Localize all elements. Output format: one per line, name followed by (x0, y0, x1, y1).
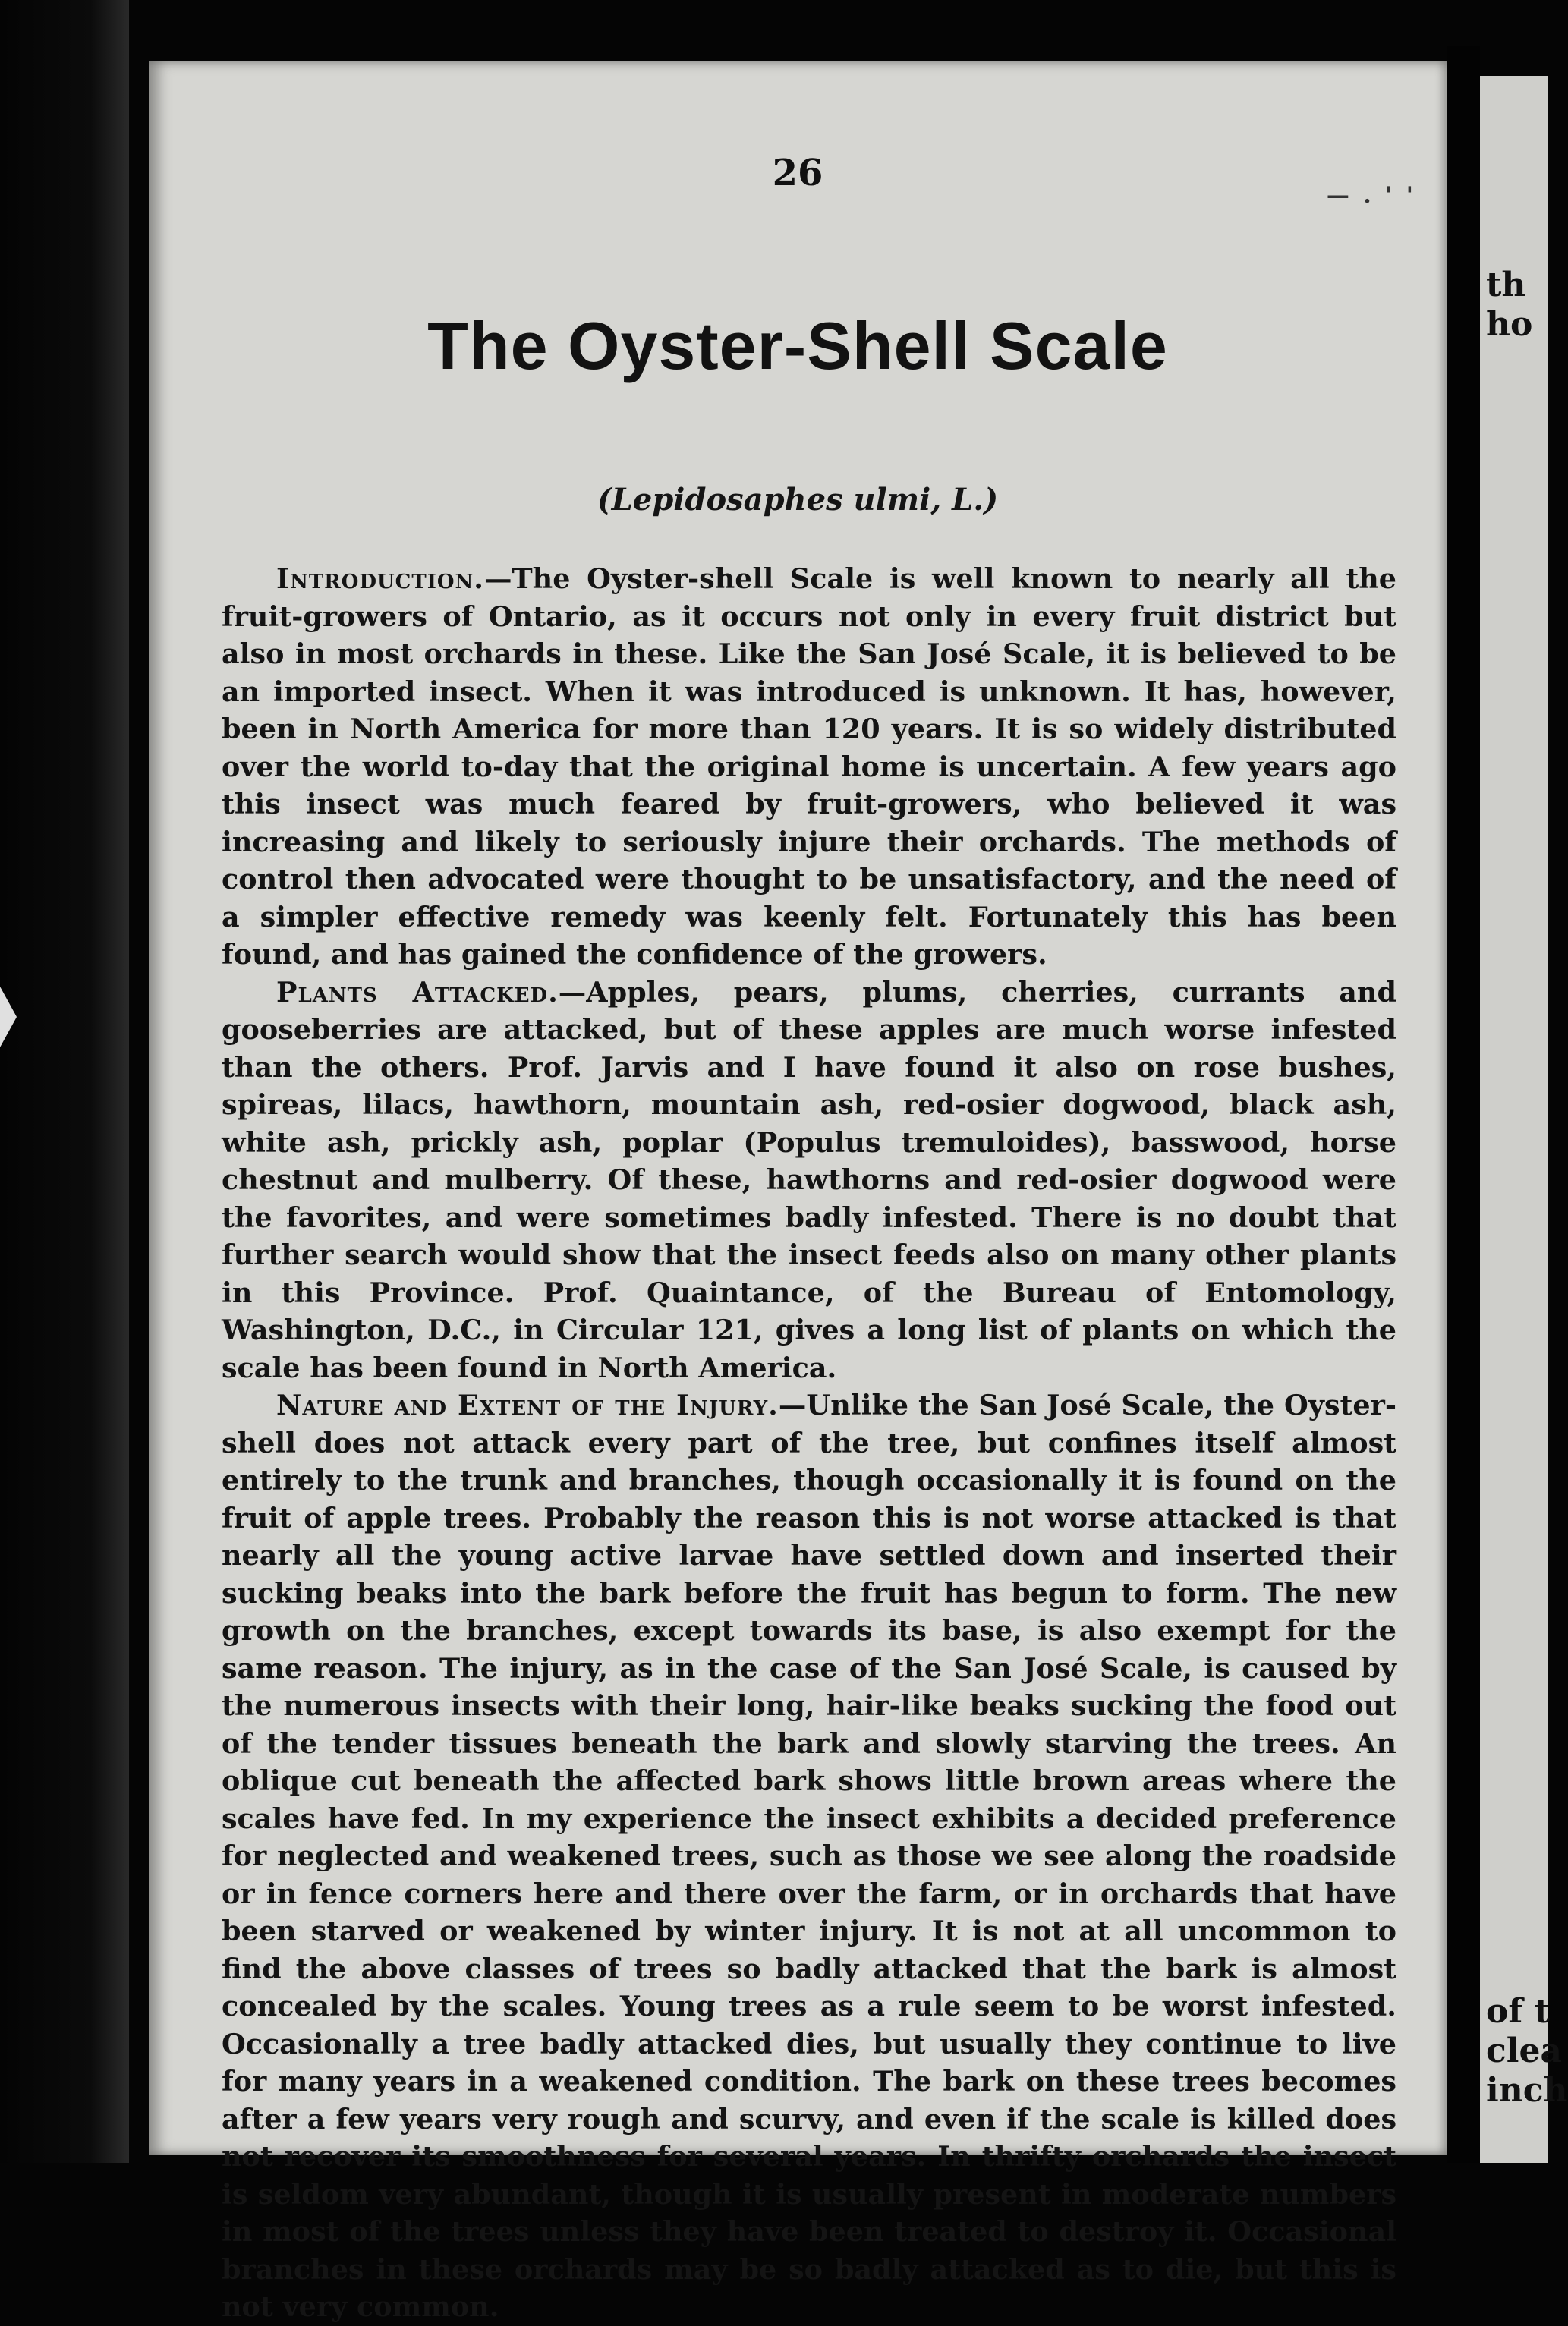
article-title: The Oyster-Shell Scale (427, 308, 1168, 383)
paragraph-nature-of-injury (222, 1386, 1396, 2326)
page-gutter (1447, 46, 1480, 2163)
page-number: 26 (772, 152, 823, 194)
book-page (149, 61, 1447, 2323)
section-heading: Introduction. (276, 562, 484, 595)
adjacent-fragment: clea (1486, 2032, 1563, 2070)
paragraph-text: —The Oyster-shell Scale is well known to nearly all the fruit-growers of Ontario, as it occurs not only in every fruit district but also in most orchards in these. Like the San José Scale, it is believed to be an imported insect. When it was introduced is unknown. It has, however, been in North America for more than 120 years. It is so widely distributed over the world to-day that the original home is uncertain. A few years ago this insect was much feared by fruit-growers, who believed it was increasing and likely to seriously injure their orchards. The methods of control then advocated were thought to be unsatisfactory, and the need of a simpler effective remedy was keenly felt. Fortunately this has been found, and has gained the confidence of the growers. (222, 562, 1396, 971)
left-binding-shadow (0, 0, 129, 2163)
corner-mark: — . ' ' (1326, 182, 1416, 209)
paragraph-introduction (222, 560, 1396, 974)
section-heading: Nature and Extent of the Injury. (276, 1389, 779, 1421)
paragraph-text: —Apples, pears, plums, cherries, currants and gooseberries are attacked, but of these apples are much worse infested than the others. Prof. Jarvis and I have found it also on rose bushes, spireas, lilacs, hawthorn, mountain ash, red-osier dogwood, black ash, white ash, prickly ash, poplar (Populus tremuloides), basswood, horse chestnut and mulberry. Of these, hawthorns and red-osier dogwood were the favorites, and were sometimes badly infested. There is no doubt that further search would show that the insect feeds also on many other plants in this Province. Prof. Quaintance, of the Bureau of Entomology, Washington, D.C., in Circular 121, gives a long list of plants on which the scale has been found in North America. (222, 975, 1396, 1384)
paragraph-text: —Unlike the San José Scale, the Oyster-shell does not attack every part of the tree, but confines itself almost entirely to the trunk and branches, though occasionally it is found on the fruit of apple trees. Probably the reason this is not worse attacked is that nearly all the young active larvae have settled down and inserted their sucking beaks into the bark before the fruit has begun to form. The new growth on the branches, except towards its base, is also exempt for the same reason. The injury, as in the case of the San José Scale, is caused by the numerous insects with their long, hair-like beaks sucking the food out of the tender tissues beneath the bark and slowly starving the trees. An oblique cut beneath the affected bark shows little brown areas where the scales have fed. In my experience the insect exhibits a decided preference for neglected and weakened trees, such as those we see along the roadside or in fence corners here and there over the farm, or in orchards that have been starved or weakened by winter injury. It is not at all uncommon to find the above classes of trees so badly attacked that the bark is almost concealed by the scales. Young trees as a rule seem to be worst infested. Occasionally a tree badly attacked dies, but usually they continue to live for many years in a weakened condition. The bark on these trees becomes after a few years very rough and scurvy, and even if the scale is killed does not recover its smoothness for several years. In thrifty orchards the insect is seldom very abundant, though it is usually present in moderate numbers in most of the trees unless they have been treated to destroy it. Occasional branches in these orchards may be so badly attacked as to die, but this is not very common. (222, 1389, 1396, 2323)
section-heading: Plants Attacked. (276, 975, 559, 1009)
adjacent-fragment: of t (1486, 1992, 1550, 2031)
paragraph-plants-attacked (222, 974, 1396, 1387)
adjacent-page-edge (1480, 76, 1568, 2163)
adjacent-fragment: th (1486, 266, 1526, 304)
article-body (222, 560, 1396, 2326)
adjacent-fragment: ho (1486, 305, 1533, 344)
adjacent-fragment: inch (1486, 2071, 1568, 2110)
article-subtitle: (Lepidosaphes ulmi, L.) (597, 482, 999, 518)
